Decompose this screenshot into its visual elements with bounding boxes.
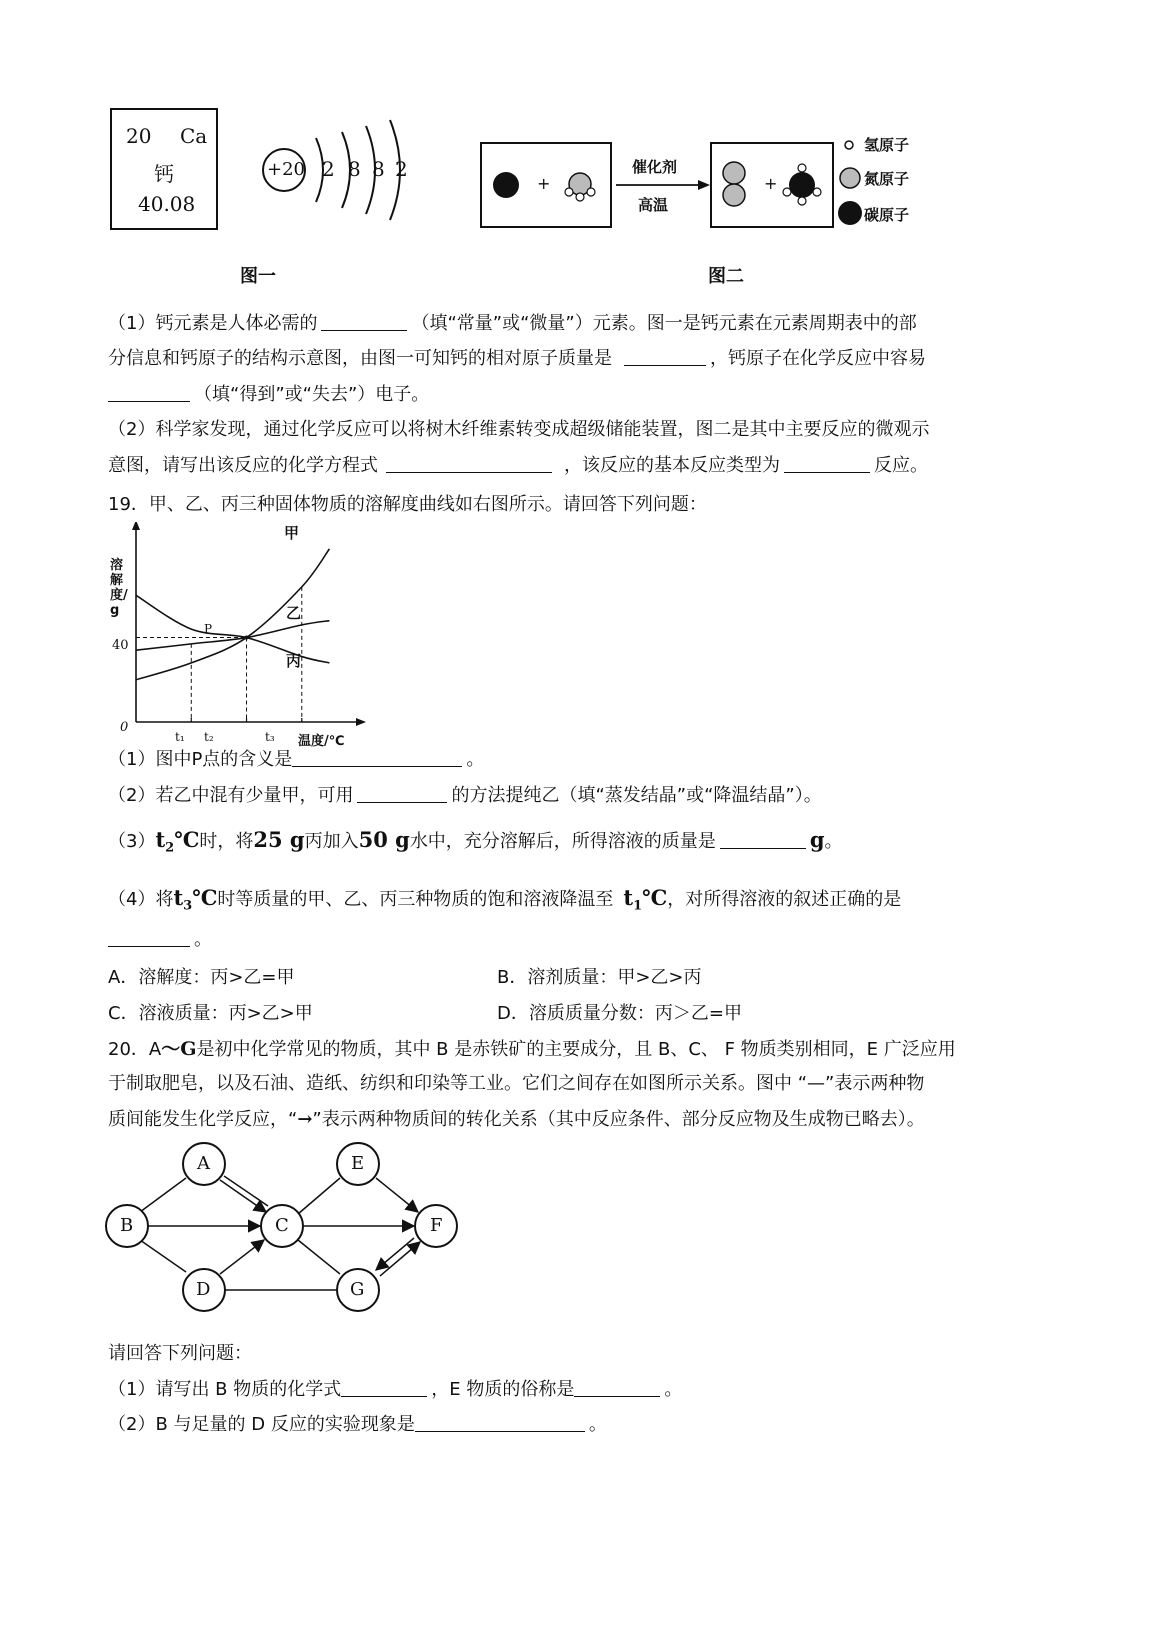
q18-line-2: 分信息和钙原子的结构示意图，由图一可知钙的相对原子质量是 ，钙原子在化学反应中容易 [108,348,926,369]
q19-part-4: （4）将$t_3℃$时等质量的甲、乙、丙三种物质的饱和溶液降温至 $t_1℃$，对所得溶液的叙述正确的是 [108,885,902,914]
y-axis-arrow-icon [132,522,140,530]
nucleus-charge: +20 [267,159,305,180]
answer-blank-e-common-name[interactable] [574,1378,660,1397]
conversion-arrow-icon: → [297,1109,313,1130]
chart-xlabel: 温度/℃ [298,734,345,749]
relation-diagram [100,1142,470,1322]
chart-x-tick-t2: t₂ [204,730,214,744]
chart-y-tick-40: 40 [112,638,129,653]
figure-two-caption: 图二 [708,266,744,287]
answer-blank-atomic-mass[interactable] [624,347,706,366]
answer-blank-phenomenon[interactable] [415,1413,585,1432]
legend-hydrogen-label: 氢原子 [864,136,910,154]
q19-part-1: （1）图中P点的含义是 。 [108,749,485,770]
answer-blank-method[interactable] [357,784,447,803]
chart-origin-label: 0 [120,720,129,735]
q19-stem: 19．甲、乙、丙三种固体物质的溶解度曲线如右图所示。请回答下列问题： [108,494,707,515]
figure-one [110,108,410,238]
node-f: F [430,1215,443,1236]
q18-line-3: （填“得到”或“失去”）电子。 [108,383,429,407]
answer-blank-b-formula[interactable] [341,1378,427,1397]
series-label-yi: 乙 [286,604,302,622]
reaction-arrow-icon [612,178,712,192]
figure-two [480,136,1000,236]
series-label-bing: 丙 [286,652,302,670]
node-g: G [350,1279,365,1300]
q18-line-4: （2）科学家发现，通过化学反应可以将树木纤维素转变成超级储能装置，图二是其中主要反应的微观示 [108,419,930,440]
option-a[interactable]: A．溶解度：丙>乙=甲 [108,967,295,988]
q20-line-2: 于制取肥皂，以及石油、造纸、纺织和印染等工业。它们之间存在如图所示关系。图中 “—”表示两种物 [108,1073,925,1094]
intersection-point-p [245,636,249,640]
catalyst-label: 催化剂 [632,158,678,176]
legend-hydrogen-icon [842,138,856,152]
node-b: B [120,1215,134,1236]
option-c[interactable]: C．溶液质量：丙>乙>甲 [108,1003,313,1024]
option-b[interactable]: B．溶剂质量：甲>乙>丙 [497,967,702,988]
q20-part-2: （2）B 与足量的 D 反应的实验现象是 。 [108,1414,607,1435]
q18-line-1: （1）钙元素是人体必需的 （填“常量”或“微量”）元素。图一是钙元素在元素周期表中的部 [108,313,917,334]
q20-line-3: 质间能发生化学反应，“→”表示两种物质间的转化关系（其中反应条件、部分反应物及生成物已略去）。 [108,1109,925,1130]
chart-point-p-label: P [204,622,213,636]
node-a: A [197,1153,210,1174]
node-d: D [196,1279,211,1300]
answer-blank-electron[interactable] [108,383,190,402]
chart-x-tick-t1: t₁ [175,730,185,744]
q19-part-3: $(3)t_2℃$时，将25 g丙加入50 g水中，充分溶解后，所得溶液的质量是 g。 [108,827,843,856]
answer-blank-correct-option[interactable] [108,928,190,947]
element-symbol: Ca [180,124,208,148]
q19-part-4-answer: 。 [108,928,212,952]
answer-blank-equation[interactable] [386,454,552,473]
shell-2-electrons: 8 [348,157,361,181]
node-e: E [351,1153,365,1174]
chart-x-tick-t3: t₃ [265,730,275,744]
figure-one-caption: 图一 [240,266,276,287]
q18-line-5: 意图，请写出该反应的化学方程式 ，该反应的基本反应类型为 反应。 [108,455,928,476]
answer-blank-solution-mass[interactable] [720,830,806,849]
legend-nitrogen-label: 氮原子 [864,170,910,188]
q20-line-1: 20．A～G是初中化学常见的物质，其中 B 是赤铁矿的主要成分，且 B、C、 F 物质类别相同，E 广泛应用 [108,1038,956,1060]
element-number: 20 [126,124,152,148]
shell-4-electrons: 2 [395,157,408,181]
series-label-jia: 甲 [284,524,300,542]
chart-ylabel: 溶解度/g [110,558,128,618]
q19-part-2: （2）若乙中混有少量甲，可用 的方法提纯乙（填“蒸发结晶”或“降温结晶”）。 [108,785,822,806]
q20-ask: 请回答下列问题： [108,1343,252,1364]
solubility-chart [108,522,368,747]
legend-carbon-icon [837,200,863,226]
plus-sign-products: + [764,174,778,193]
legend-carbon-label: 碳原子 [864,206,910,224]
legend-nitrogen-icon [838,166,862,190]
x-axis-arrow-icon [356,718,366,726]
answer-blank-reaction-type[interactable] [784,454,870,473]
solubility-chart-svg [108,522,368,747]
q20-part-1: （1）请写出 B 物质的化学式 ，E 物质的俗称是 。 [108,1379,683,1400]
answer-blank-p-meaning[interactable] [292,748,462,767]
option-d[interactable]: D．溶质质量分数：丙＞乙=甲 [497,1003,742,1024]
plus-sign-reactants: + [537,174,551,193]
atomic-mass: 40.08 [138,192,196,216]
element-name: 钙 [154,162,174,186]
node-c: C [275,1215,289,1236]
shell-3-electrons: 8 [372,157,385,181]
element-cell-box [110,108,218,230]
condition-label: 高温 [638,196,669,214]
shell-1-electrons: 2 [322,157,335,181]
answer-blank-element-type[interactable] [321,312,407,331]
